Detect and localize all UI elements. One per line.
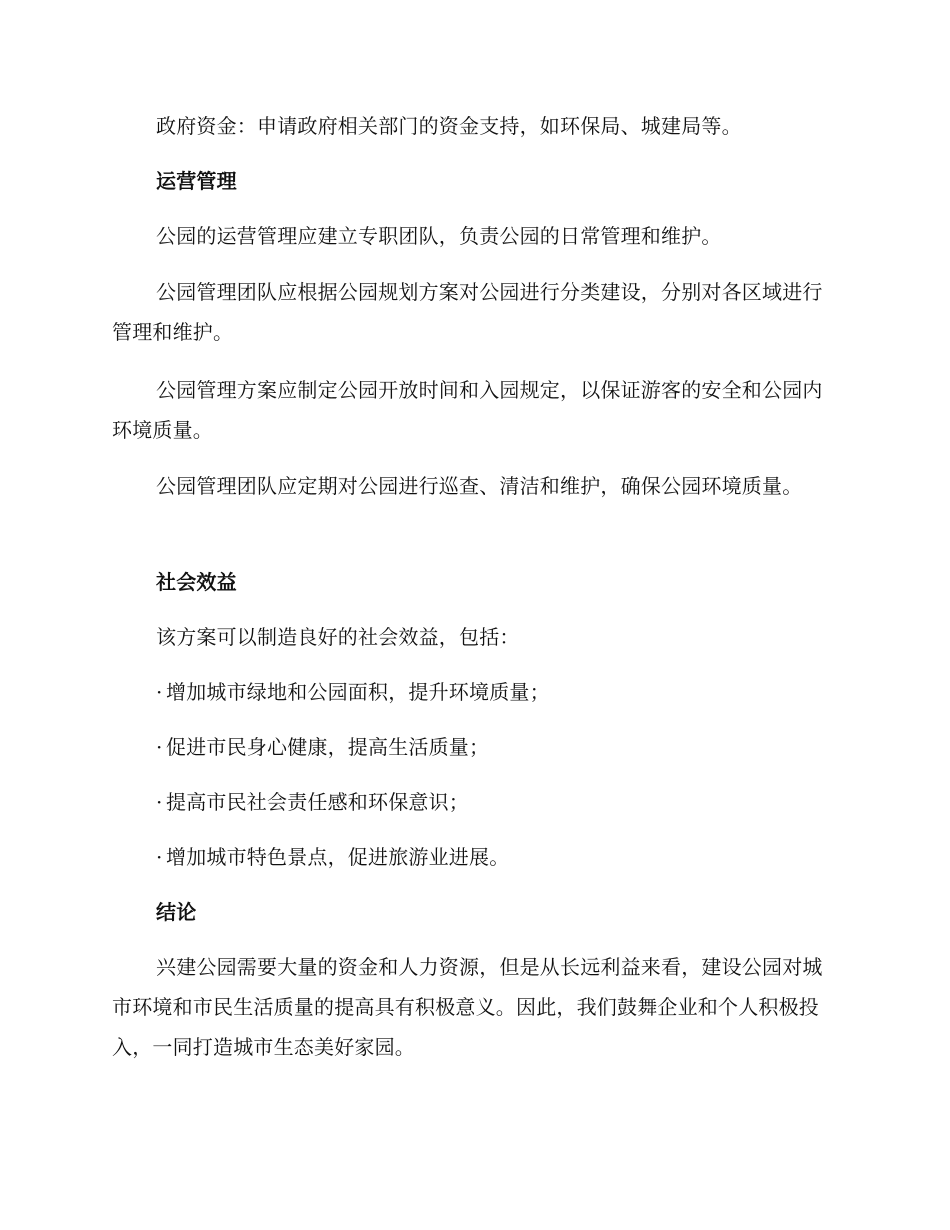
list-item [112,727,832,767]
bullet-icon: · [156,680,163,704]
bullet-icon: · [156,790,163,814]
paragraph-classified-construction: 公园管理团队应根据公园规划方案对公园进行分类建设，分别对各区域进行管理和维护。 [112,280,823,344]
bullet-icon: · [156,735,163,759]
paragraph-social-intro: 该方案可以制造良好的社会效益，包括： [156,625,520,649]
list-item [112,672,832,712]
list-item-text: 提高市民社会责任感和环保意识； [166,790,469,814]
list-item-text: 促进市民身心健康，提高生活质量； [166,735,490,759]
paragraph-opening-rules: 公园管理方案应制定公园开放时间和入园规定，以保证游客的安全和公园内环境质量。 [112,378,823,442]
list-item [112,782,832,822]
paragraph-conclusion: 兴建公园需要大量的资金和人力资源，但是从长远利益来看，建设公园对城市环境和市民生活质量的提高具有积极意义。因此，我们鼓舞企业和个人积极投入，一同打造城市生态美好家园。 [112,955,823,1059]
paragraph-patrol-cleaning: 公园管理团队应定期对公园进行巡查、清洁和维护，确保公园环境质量。 [156,474,803,498]
paragraph-operations-team: 公园的运营管理应建立专职团队，负责公园的日常管理和维护。 [156,224,722,248]
heading-operations-management: 运营管理 [156,169,237,193]
heading-social-benefits: 社会效益 [156,570,237,594]
list-item-text: 增加城市绿地和公园面积，提升环境质量； [166,680,550,704]
list-item [112,837,832,877]
bullet-icon: · [156,845,163,869]
paragraph-government-funds: 政府资金：申请政府相关部门的资金支持，如环保局、城建局等。 [156,114,742,138]
list-item-text: 增加城市特色景点，促进旅游业进展。 [166,845,510,869]
heading-conclusion: 结论 [156,900,197,924]
